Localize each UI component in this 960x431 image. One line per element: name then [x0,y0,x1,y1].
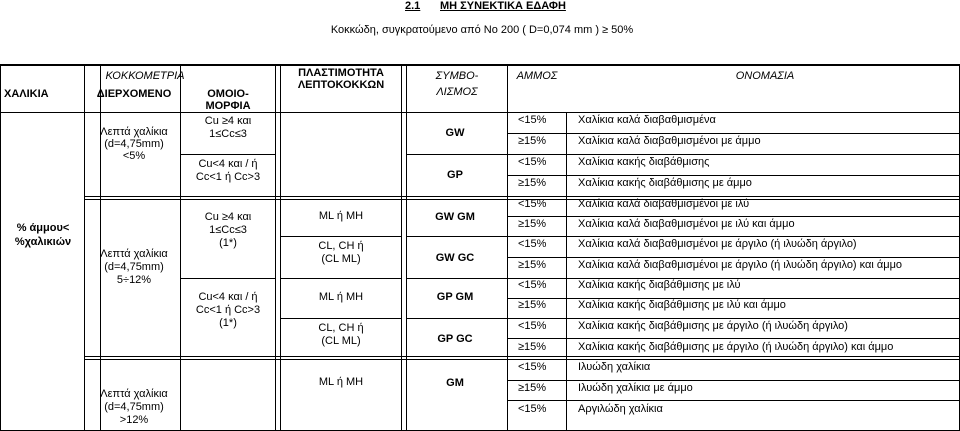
soil-name: Χαλίκια κακής διαβάθμισης με ιλύ [578,279,741,291]
header-uniformity-1: ΟΜΟΙΟ- [207,88,249,100]
plasticity-2-line-1: CL, CH ή [318,240,364,252]
uniformity-2-line-1: Cu<4 και / ή [198,158,258,170]
passing-group-3-line-2: (d=4,75mm) [104,401,164,413]
soil-name: Χαλίκια κακής διαβάθμισης με ιλύ και άμμο [578,299,786,311]
symbol-gw-gm: GW GM [435,211,475,223]
passing-group-2-line-3: 5÷12% [116,274,152,286]
sand-percent: ≥15% [518,382,547,394]
soil-name: Ιλυώδη χαλίκια [578,361,651,373]
uniformity-3-line-2: 1≤Cc≤3 [209,224,247,236]
plasticity-4-line-1: CL, CH ή [318,322,364,334]
soil-name: Χαλίκια καλά διαβαθμισμένοι με άργιλο (ή ιλυώδη άργιλο) και άμμο [578,259,903,271]
passing-group-2-line-1: Λεπτά χαλίκια [100,248,168,260]
soil-name: Χαλίκια καλά διαβαθμισμένα [578,114,716,126]
sand-percent: <15% [518,320,547,332]
sand-percent: ≥15% [518,135,547,147]
sand-percent: <15% [518,279,547,291]
uniformity-3-line-3: (1*) [219,237,237,249]
passing-group-1-line-2: (d=4,75mm) [104,138,164,150]
left-label-1: % άμμου< [16,222,70,234]
header-uniformity-2: ΜΟΡΦΙΑ [205,100,251,112]
sand-percent: <15% [518,403,547,415]
uniformity-3-line-1: Cu ≥4 και [204,211,252,223]
symbol-gw: GW [445,127,465,139]
header-granulometry: ΚΟΚΚΟΜΕΤΡΙΑ [105,70,185,82]
symbol-gm: GM [446,377,464,389]
plasticity-3: ML ή MH [318,291,364,303]
header-gravel: ΧΑΛΙΚΙΑ [4,88,49,100]
symbol-gw-gc: GW GC [435,252,475,264]
passing-group-1-line-3: <5% [122,150,146,162]
passing-group-3-line-1: Λεπτά χαλίκια [100,388,168,400]
sand-percent: ≥15% [518,341,547,353]
soil-name: Χαλίκια κακής διαβάθμισης με άργιλο (ή ιλυώδη άργιλο) και άμμο [578,341,894,353]
uniformity-1-line-1: Cu ≥4 και [204,115,252,127]
section-number: 2.1 [405,0,421,12]
uniformity-4-line-1: Cu<4 και / ή [198,291,258,303]
soil-name: Χαλίκια κακής διαβάθμισης με άμμο [578,177,752,189]
header-symbol-1: ΣΥΜΒΟ- [435,70,479,82]
uniformity-2-line-2: Cc<1 ή Cc>3 [195,171,261,183]
symbol-gp-gc: GP GC [437,333,473,345]
sand-percent: <15% [518,114,547,126]
soil-name: Χαλίκια καλά διαβαθμισμένοι με ιλύ και άμμο [578,218,795,230]
soil-name: Χαλίκια κακής διαβάθμισης [578,156,710,168]
symbol-gp: GP [447,169,463,181]
header-passing: ΔΙΕΡΧΟΜΕΝΟ [96,88,172,100]
soil-name: Χαλίκια κακής διαβάθμισης με άργιλο (ή ιλυώδη άργιλο) [578,320,848,332]
uniformity-1-line-2: 1≤Cc≤3 [209,128,247,140]
left-label-2: %χαλικιών [14,236,72,248]
soil-name: Χαλίκια καλά διαβαθμισμένοι με ιλύ [578,198,750,210]
passing-group-3-line-3: >12% [119,414,149,426]
sand-percent: <15% [518,238,547,250]
soil-name: Αργιλώδη χαλίκια [578,403,663,415]
symbol-gp-gm: GP GM [436,291,474,303]
section-title: ΜΗ ΣΥΝΕΚΤΙΚΑ ΕΔΑΦΗ [440,0,566,12]
sand-percent: <15% [518,156,547,168]
plasticity-5: ML ή MH [318,376,364,388]
sand-percent: <15% [518,361,547,373]
header-plasticity-2: ΛΕΠΤΟΚΟΚΚΩΝ [297,79,385,91]
header-symbol-2: ΛΙΣΜΟΣ [436,86,478,98]
sand-percent: ≥15% [518,259,547,271]
soil-name: Χαλίκια καλά διαβαθμισμένοι με άργιλο (ή ιλυώδη άργιλο) [578,238,857,250]
soil-name: Χαλίκια καλά διαβαθμισμένοι με άμμο [578,135,761,147]
uniformity-4-line-3: (1*) [219,317,237,329]
passing-group-1-line-1: Λεπτά χαλίκια [100,126,168,138]
plasticity-2-line-2: (CL ML) [321,253,361,265]
sand-percent: <15% [518,198,547,210]
passing-group-2-line-2: (d=4,75mm) [104,261,164,273]
header-name: ΟΝΟΜΑΣΙΑ [735,70,795,82]
plasticity-1: ML ή MH [318,210,364,222]
sand-percent: ≥15% [518,177,547,189]
uniformity-4-line-2: Cc<1 ή Cc>3 [195,304,261,316]
sand-percent: ≥15% [518,218,547,230]
header-plasticity-1: ΠΛΑΣΤΙΜΟΤΗΤΑ [298,67,384,79]
soil-name: Ιλυώδη χαλίκια με άμμο [578,382,693,394]
sand-percent: ≥15% [518,299,547,311]
header-sand: ΑΜΜΟΣ [516,70,558,82]
plasticity-4-line-2: (CL ML) [321,335,361,347]
section-subtitle: Κοκκώδη, συγκρατούμενο από Νο 200 ( D=0,074 mm ) ≥ 50% [330,24,634,36]
